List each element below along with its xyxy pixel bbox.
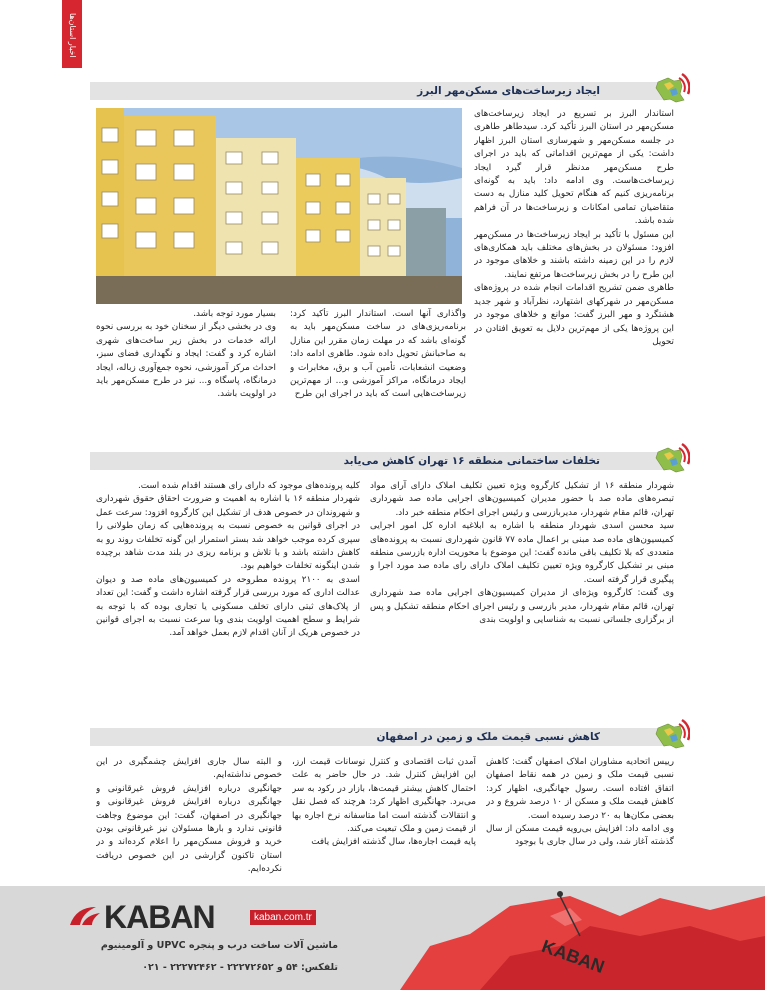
kaban-wordmark: KABAN	[104, 898, 215, 935]
paragraph: طاهری ضمن تشریح اقدامات انجام شده در پروژه‌های مسکن‌مهر در شهرکهای اشتهارد، نظرآباد و شهر جدید هشتگرد و مهر البرز گفت: موانع و خلاهای موجود در این پروژه‌ها یکی از مهم‌ترین دلایل به تعویق افتادن در تحویل	[474, 283, 674, 347]
section-header-1	[90, 82, 680, 100]
section-title-2: تخلفات ساختمانی منطقه ۱۶ تهران کاهش می‌یابد	[343, 455, 600, 467]
paragraph: رییس اتحادیه مشاوران املاک اصفهان گفت: کاهش نسبی قیمت ملک و زمین در همه نقاط اصفهان اتفاق افتاده است. رسول جهانگیری، اظهار کرد: کاهش قیمت ملک و مسکن از ۱۰ درصد شروع و در بعضی مکان‌ها به ۲۰ درصد رسیده است.	[486, 757, 674, 821]
paragraph: کلیه پرونده‌های موجود که دارای رای هستند اقدام شده است.	[137, 481, 360, 491]
paragraph: آمدن ثبات اقتصادی و کنترل نوسانات قیمت ارز، این افزایش کنترل شد. در حال حاضر به علت احتمال کاهش بیشتر قیمت‌ها، بازار در رکود به سر می‌برد. جهانگیری اظهار کرد: هرچند که فصل نقل و انتقالات گذشته است اما متاسفانه نرخ اجاره بها از قیمت زمین و ملک تبعیت می‌کند.	[292, 757, 476, 835]
paragraph: استاندار البرز بر تسریع در ایجاد زیرساخت‌های مسکن‌مهر در استان البرز تأکید کرد. سیدطاهر طاهری در جلسه مسکن‌مهر و شهرسازی استان البرز اظهار داشت: یکی از مهم‌ترین اقداماتی که باید در اجرای طرح مسکن‌مهر مدنظر قرار گیرد ایجاد زیرساخت‌هاست. وی ادامه داد: باید به گونه‌ای برنامه‌ریزی کنیم که هنگام تحویل کلید منازل به دست متقاضیان تمامی امکانات و زیرساخت‌ها در آن فراهم شده باشد.	[474, 109, 674, 227]
paragraph: جهانگیری درباره افزایش فروش غیرقانونی و جهانگیری درباره افزایش فروش غیرقانونی و جهانگیری در اصفهان، گفت: این موضوع وجاهت قانونی ندارد و بارها مسئولان نیز غیرقانونی بودن خرید و فروش مسکن‌مهر را اعلام کرده‌اند و در استان تاکنون گزارشی در این خصوص دریافت نکرده‌ایم.	[96, 783, 282, 875]
kaban-url[interactable]: kaban.com.tr	[250, 910, 316, 925]
article3-column-middle	[292, 756, 476, 882]
paragraph: سید محسن اسدی شهردار منطقه با اشاره به ابلاغیه اداره کل امور اجرایی کمیسیون‌های ماده صد مبنی بر اعمال ماده ۷۷ قانون شهرداری نسبت به پرونده‌های متعددی که بلا تکلیف باقی مانده گفت: این موضوع با محوریت اداره بازرسی منطقه مبنی بر تشکیل کارگروه ویژه تعیین تکلیف املاک دارای رای ماده صد مورد اجرا و پیگیری قرار گرفته است.	[370, 521, 674, 585]
paragraph: اسدی به ۲۱۰۰ پرونده مطروحه در کمیسیون‌های ماده صد و دیوان عدالت اداری که مورد بررسی قرار گرفته اشاره داشت و گفت: این تعداد از پلاک‌های ثبتی دارای تخلف مسکونی یا تجاری بوده که با توجه به شرایط و سطح اهمیت اولویت بندی وبا سرعت نسبت به اجرای قوانین در خصوص هریک از آنان اقدام لازم بعمل خواهد آمد.	[96, 574, 360, 639]
paragraph: وی ادامه داد: افزایش بی‌رویه قیمت مسکن از سال گذشته آغاز شد، ولی در سال جاری با بوجود	[486, 824, 674, 848]
paragraph: شهردار منطقه ۱۶ از تشکیل کارگروه ویژه تعیین تکلیف املاک دارای آرای مواد تبصره‌های ماده صد با حضور مدیران کمیسیون‌های اجرایی ماده صد شهرداری تهران، قائم مقام شهردار، مدیربازرسی و رئیس اجرای احکام منطقه خبر داد.	[370, 481, 674, 518]
article2-column-left	[96, 480, 360, 690]
paragraph: وی در بخشی دیگر از سخنان خود به بررسی نحوه ارائه خدمات در بخش زیر ساخت‌های شهری اشاره کرد و گفت: ایجاد و نگهداری فضای سبز، احداث مرکز آموزشی، نحوه جمع‌آوری زباله، ایجاد درمانگاه، پاسگاه و... نیز در طرح مسکن‌مهر باید در اولویت باشد.	[96, 322, 276, 400]
ad-description: ماشین آلات ساخت درب و پنجره UPVC و آلومینیوم	[100, 940, 338, 951]
section-title-3: کاهش نسبی قیمت ملک و زمین در اصفهان	[376, 731, 600, 743]
ad-phone: تلفکس: ۵۴ و ۲۲۲۷۲۶۵۲ - ۲۲۲۷۲۴۶۲ - ۰۲۱	[142, 962, 338, 973]
paragraph: پایه قیمت اجاره‌ها، سال گذشته افزایش یافت	[311, 837, 476, 848]
section-title-1: ایجاد زیرساخت‌های مسکن‌مهر البرز	[417, 85, 600, 97]
iran-map-icon	[654, 72, 690, 108]
article1-column-right	[474, 108, 674, 414]
kaban-advertisement	[0, 886, 765, 990]
article3-column-right	[486, 756, 674, 882]
article3-column-left	[96, 756, 282, 882]
map-brand-label: KABAN	[539, 936, 608, 978]
europe-map-graphic	[360, 886, 765, 990]
paragraph: بسیار مورد توجه باشد.	[193, 309, 276, 319]
kaban-logo	[68, 900, 215, 934]
paragraph: شهردار منطقه ۱۶ با اشاره به اهمیت و ضرورت احقاق حقوق شهرداری و شهروندان در خصوص هدف از تشکیل این کارگروه افزود: سرعت عمل در اجرای قوانین به خصوص نسبت به پرونده‌هایی که زمان طولانی را سپری کرده موجب خواهد شد بستر استمرار این گونه تخلفات روند رو به کاهش داشته باشد و با تلاش و برنامه ریزی در بلند مدت شاهد برچیده شدن اینگونه تخلفات خواهیم بود.	[96, 494, 360, 572]
article1-column-left	[96, 308, 276, 414]
section-header-2	[90, 452, 680, 470]
paragraph: وی گفت: کارگروه ویژه‌ای از مدیران کمیسیون‌های اجرایی ماده صد شهرداری تهران، قائم مقام شهردار، مدیر بازرسی و رئیس اجرای احکام منطقه تشکیل و پس از برگزاری جلساتی نسبت به شناسایی و اولویت بندی	[370, 588, 674, 626]
article2-column-right	[370, 480, 674, 690]
kaban-logo-icon	[68, 903, 102, 931]
article1-column-middle	[290, 308, 466, 414]
paragraph: این مسئول با تأکید بر ایجاد زیرساخت‌ها در مسکن‌مهر افزود: مسئولان در بخش‌های مختلف باید همکاری‌های لازم را در این زمینه داشته باشند و خلاهای موجود در این طرح را در بخش زیرساخت‌ها مرتفع نمایند.	[474, 229, 674, 280]
building-photo	[96, 108, 462, 304]
paragraph: و البته سال جاری افزایش چشمگیری در این خصوص نداشته‌ایم.	[96, 757, 282, 781]
section-tab-label: اخبار استان‌ها	[68, 12, 77, 58]
paragraph: واگذاری آنها است. استاندار البرز تأکید کرد: برنامه‌ریزی‌های در ساخت مسکن‌مهر باید به گونه‌ای باشد که در مهلت زمان مقرر این منازل به صاحبانش تحویل داده شود. طاهری ادامه داد: وضعیت انشعابات، تأمین آب و برق، مخابرات و ایجاد درمانگاه، مراکز آموزشی و... از مهم‌ترین زیرساخت‌هایی است که باید در اجرای این طرح	[290, 309, 466, 400]
section-header-3	[90, 728, 680, 746]
section-tab	[62, 0, 82, 68]
kaban-brand-block	[68, 900, 348, 980]
iran-map-icon	[654, 442, 690, 478]
iran-map-icon	[654, 718, 690, 754]
